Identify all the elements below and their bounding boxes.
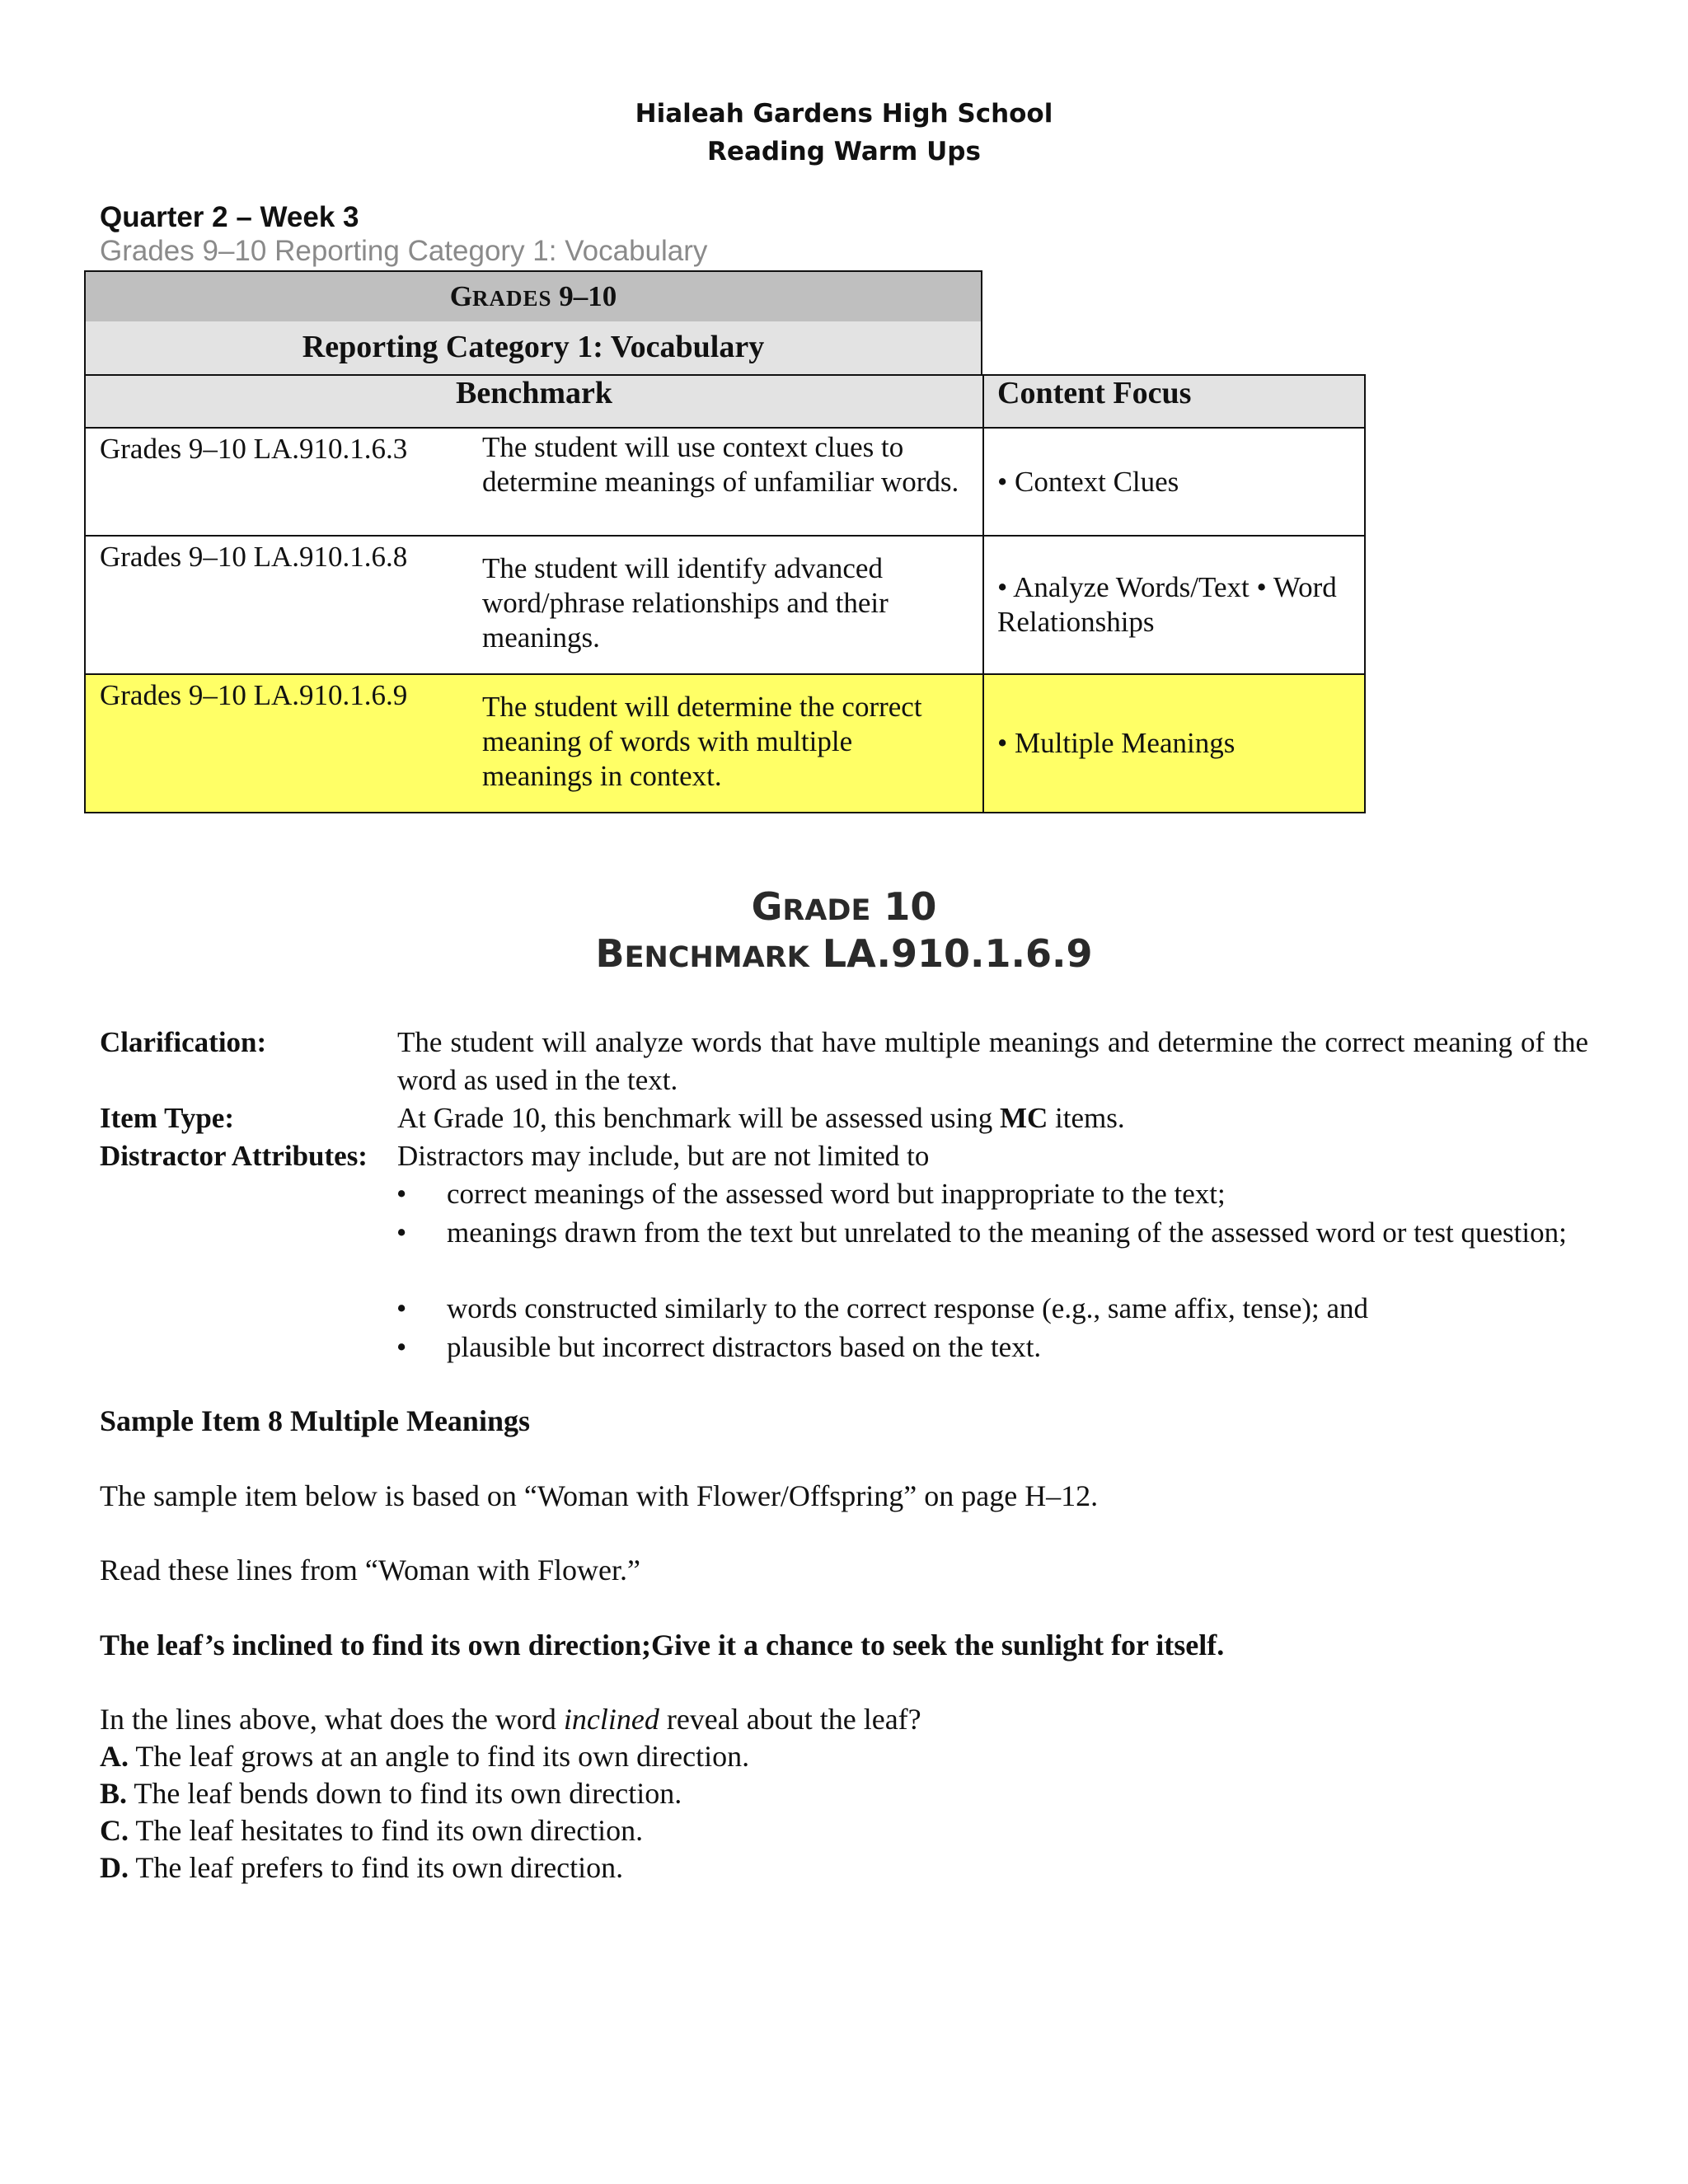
question-word: inclined [563,1703,659,1736]
item-type-post: items. [1048,1102,1125,1134]
read-lines: Read these lines from “Woman with Flower.” [100,1554,640,1586]
table-header-row [85,375,1365,428]
benchmark-table [84,374,1366,813]
content-focus-cell: • Context Clues [983,428,1365,536]
item-type-text [397,1099,1125,1137]
bullet-text: words constructed similarly to the correct response (e.g., same affix, tense); and [447,1292,1369,1324]
bullet-text: correct meanings of the assessed word but inappropriate to the text; [447,1178,1226,1210]
clarification-text: The student will analyze words that have multiple meanings and determine the correct meaning of the word as used in the text. [397,1026,1588,1096]
grade-small: RADE [782,894,871,927]
grades-band-first: G [449,280,472,312]
bullet-text: plausible but incorrect distractors based on the text. [447,1331,1042,1363]
page-subtitle: Reading Warm Ups [707,137,981,166]
option-letter: B. [100,1777,128,1810]
distractor-label: Distractor Attributes: [100,1140,368,1172]
benchmark-code: Grades 9–10 LA.910.1.6.9 [100,679,408,711]
answer-option [100,1737,749,1775]
option-text: The leaf prefers to find its own direction. [129,1851,624,1884]
benchmark-code: Grades 9–10 LA.910.1.6.3 [100,433,408,465]
option-text: The leaf grows at an angle to find its own direction. [129,1740,750,1773]
grades-band-small: RADES [471,286,552,311]
table-row [85,428,1365,536]
quarter-week: Quarter 2 – Week 3 [100,201,359,233]
answer-option [100,1774,682,1812]
question-text [100,1700,921,1738]
school-name: Hialeah Gardens High School [635,99,1053,129]
answer-option [100,1849,623,1886]
grade-rest: 10 [870,884,937,929]
benchmark-cell [85,674,983,813]
benchmark-rest: LA.910.1.6.9 [809,931,1093,976]
sample-intro: The sample item below is based on “Woman with Flower/Offspring” on page H–12. [100,1479,1099,1512]
benchmark-cell [85,536,983,674]
benchmark-small: ENCHMARK [624,941,809,974]
table-row [85,536,1365,674]
content-focus-column-header: Content Focus [983,375,1365,428]
benchmark-description: The student will use context clues to determine meanings of unfamiliar words. [482,431,959,498]
list-item [0,1290,1688,1328]
content-focus-cell: • Analyze Words/Text • Word Relationships [983,536,1365,674]
option-letter: A. [100,1740,129,1773]
bullet-icon: • [396,1178,407,1210]
grade-first: G [751,884,783,929]
benchmark-description: The student will determine the correct meaning of words with multiple meanings in context. [482,691,922,792]
table-row-highlighted [85,674,1365,813]
benchmark-description: The student will identify advanced word/phrase relationships and their meanings. [482,552,889,654]
list-item [0,1175,1688,1213]
benchmark-first: B [595,931,625,976]
question-post: reveal about the leaf? [659,1703,921,1736]
bullet-icon: • [396,1216,407,1249]
item-type-bold: MC [999,1102,1048,1134]
sample-item-title: Sample Item 8 Multiple Meanings [100,1404,530,1437]
grades-band-rest: 9–10 [551,280,617,312]
option-text: The leaf bends down to find its own direction. [127,1777,682,1810]
bullet-icon: • [396,1292,407,1324]
benchmark-code: Grades 9–10 LA.910.1.6.8 [100,541,408,573]
answer-option [100,1811,643,1849]
list-item [0,1329,1688,1366]
list-item [0,1214,1688,1290]
quoted-lines: The leaf’s inclined to find its own direction;Give it a chance to seek the sunlight for itself. [100,1629,1225,1661]
bullet-icon: • [396,1331,407,1363]
category-band: Reporting Category 1: Vocabulary [84,321,982,376]
distractor-text: Distractors may include, but are not limited to [397,1140,930,1172]
benchmark-cell [85,428,983,536]
benchmark-column-header: Benchmark [85,375,983,428]
option-text: The leaf hesitates to find its own direction. [129,1814,644,1847]
item-type-label: Item Type: [100,1102,234,1134]
clarification-label: Clarification: [100,1026,267,1058]
grade-heading [0,884,1688,929]
option-letter: C. [100,1814,129,1847]
grades-band [84,270,982,323]
benchmark-heading [0,931,1688,976]
category-line: Grades 9–10 Reporting Category 1: Vocabulary [100,235,708,267]
question-pre: In the lines above, what does the word [100,1703,564,1736]
bullet-text: meanings drawn from the text but unrelated to the meaning of the assessed word or test question; [447,1216,1567,1249]
option-letter: D. [100,1851,129,1884]
item-type-pre: At Grade 10, this benchmark will be assessed using [397,1102,1000,1134]
content-focus-cell: • Multiple Meanings [983,674,1365,813]
